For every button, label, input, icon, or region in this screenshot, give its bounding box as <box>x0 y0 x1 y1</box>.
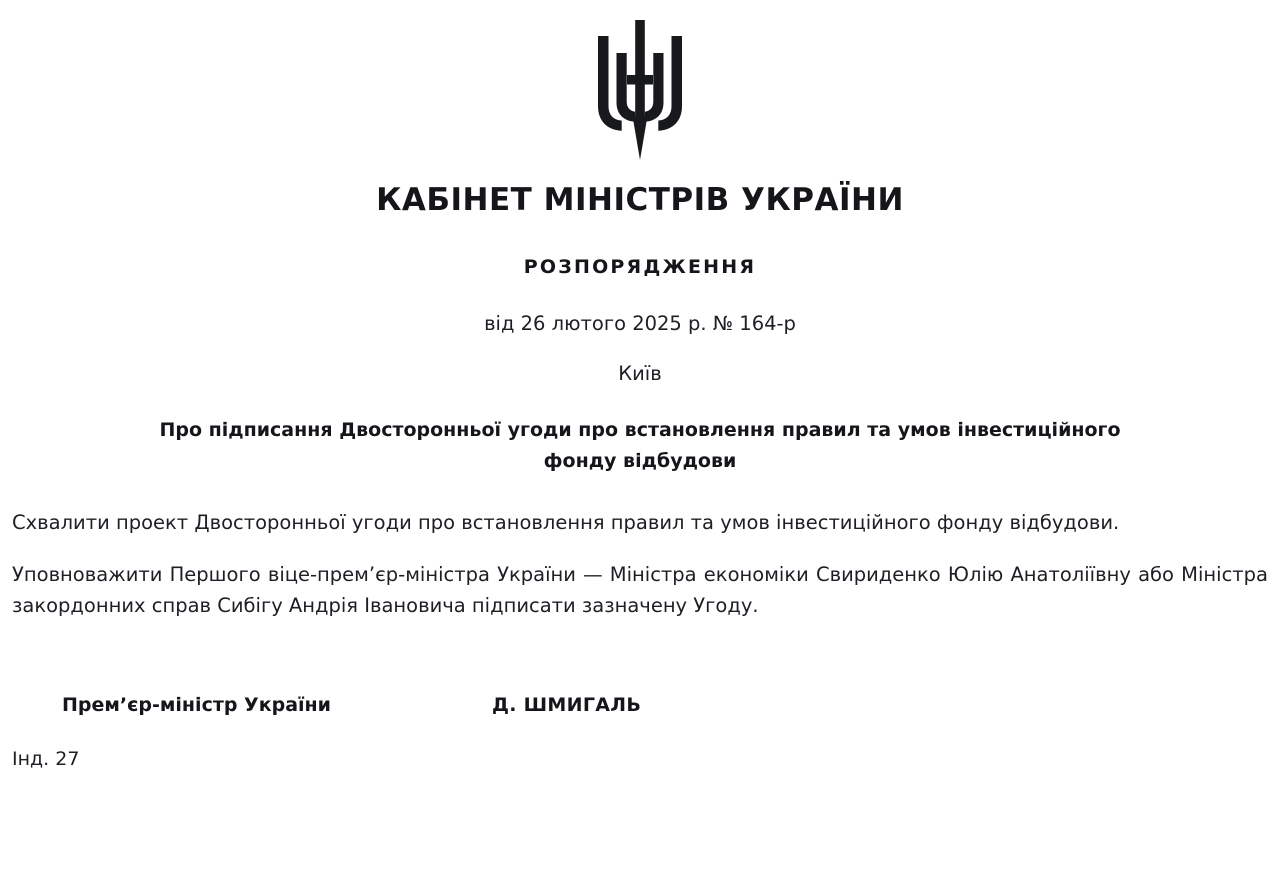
document-index: Інд. 27 <box>12 748 80 771</box>
organization-title: КАБІНЕТ МІНІСТРІВ УКРАЇНИ <box>376 182 904 218</box>
ukraine-trident-emblem <box>594 20 686 160</box>
document-city: Київ <box>618 362 662 385</box>
signature-block <box>12 694 1268 716</box>
signatory-role: Прем’єр-міністр України <box>62 694 331 717</box>
document-type: РОЗПОРЯДЖЕННЯ <box>523 256 757 278</box>
document-date-number: від 26 лютого 2025 р. № 164-р <box>484 312 796 335</box>
paragraph-1: Схвалити проект Двосторонньої угоди про встановлення правил та умов інвестиційного фонду відбудови. <box>12 510 1120 534</box>
paragraph-2: Уповноважити Першого віце-прем’єр-міністра України — Міністра економіки Свириденко Юлію Анатоліївну або Міністра закордонних справ Сибігу Андрія Івановича підписати зазначену Угоду. <box>12 563 1268 618</box>
signatory-name: Д. ШМИГАЛЬ <box>492 694 642 717</box>
document-subject: Про підписання Двосторонньої угоди про встановлення правил та умов інвестиційного фонду відбудови <box>159 419 1121 473</box>
emblem-container <box>12 20 1268 160</box>
document-body <box>12 508 1268 622</box>
